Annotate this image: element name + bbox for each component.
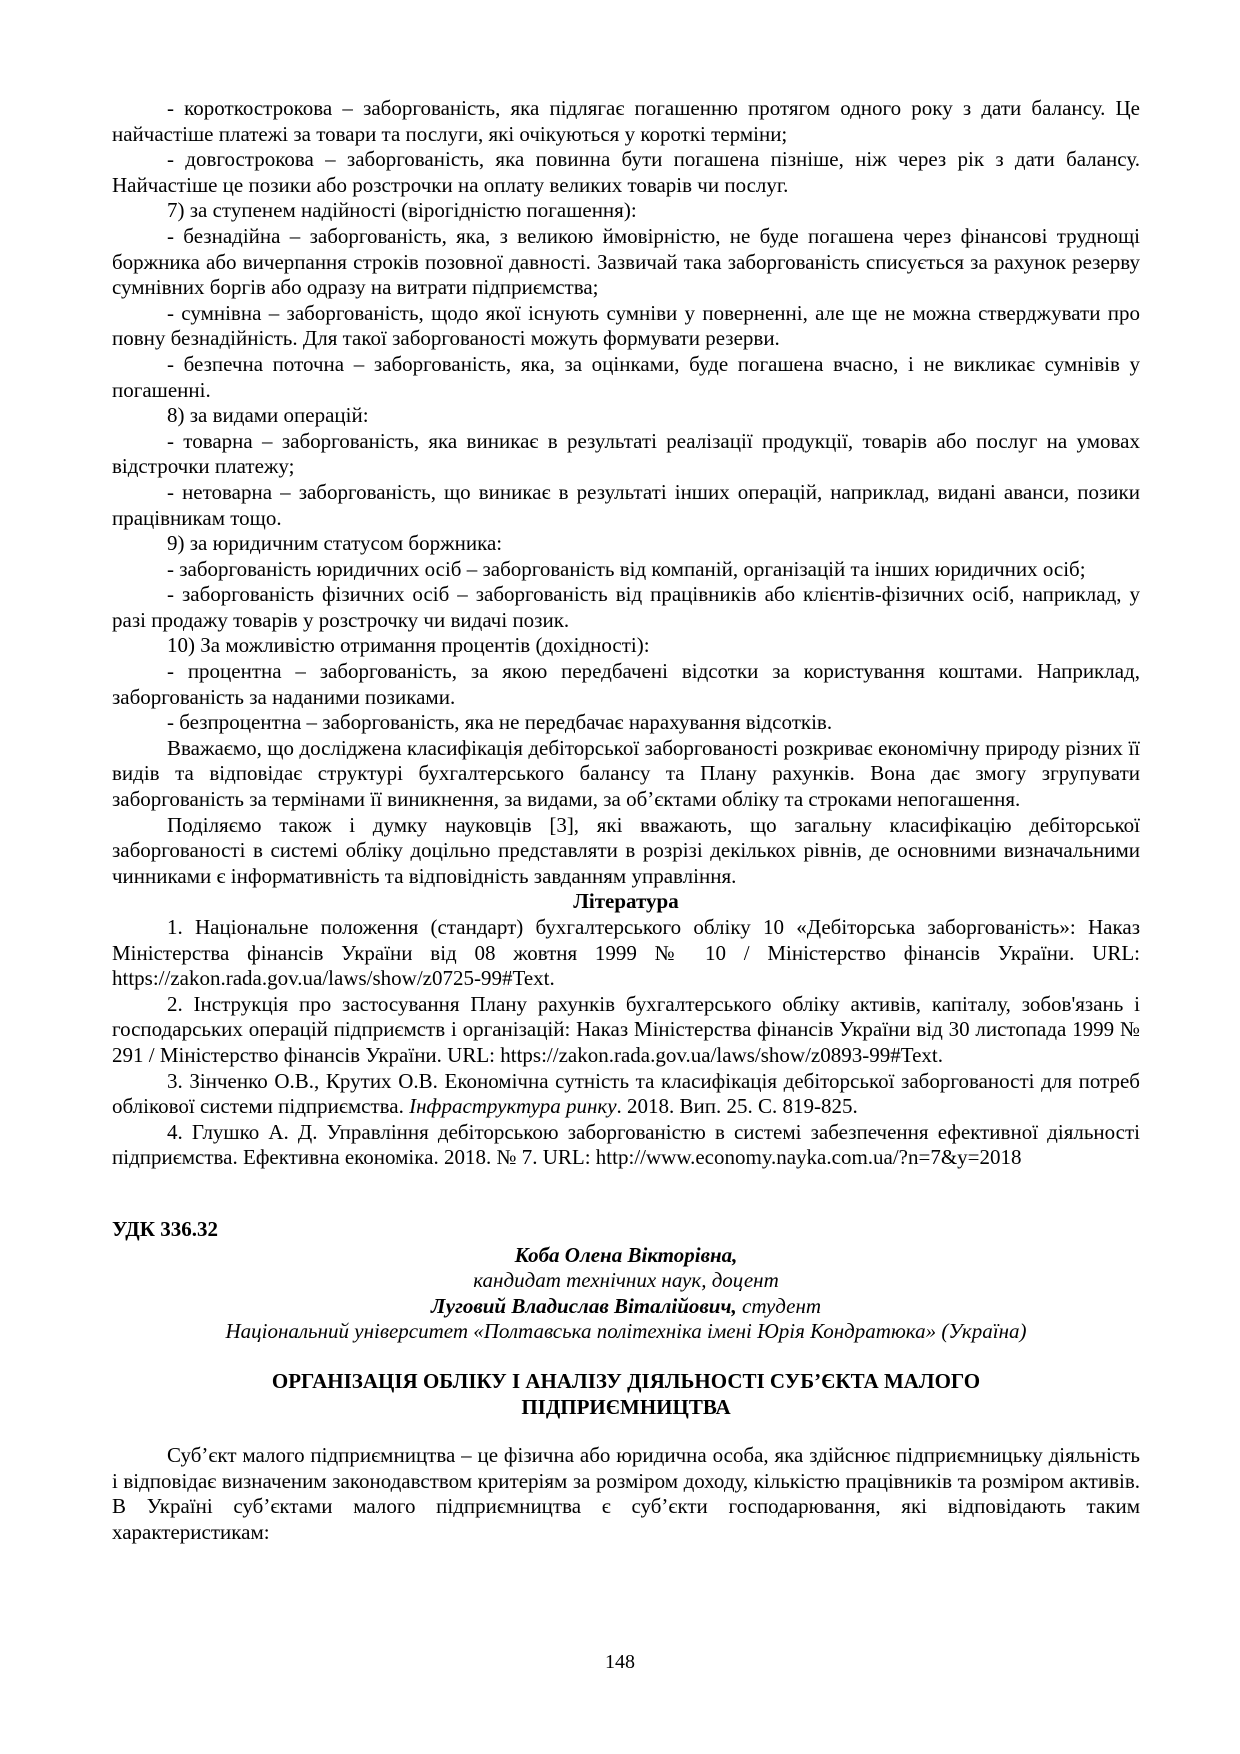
udc-code: УДК 336.32 <box>112 1216 218 1241</box>
author-2-role: студент <box>736 1293 822 1318</box>
author-2-name: Луговий Владислав Віталійович, <box>430 1293 737 1318</box>
article-title: ОРГАНІЗАЦІЯ ОБЛІКУ І АНАЛІЗУ ДІЯЛЬНОСТІ СУБ’ЄКТА МАЛОГО ПІДПРИЄМНИЦТВА <box>271 1368 981 1419</box>
reference-1: 1. Національне положення (стандарт) бухгалтерського обліку 10 «Дебіторська заборгованість»: Наказ Міністерства фінансів України від 08 жовтня 1999 № 10 / Міністерство фінансів України. URL: https://zakon.rada.gov.ua/laws/show/z0725-99#Text. <box>112 915 1140 991</box>
author-1-role: кандидат технічних наук, доцент <box>473 1268 779 1293</box>
paragraph-non-commodity: - нетоварна – заборгованість, що виникає в результаті інших операцій, наприклад, видані аванси, позики працівникам тощо. <box>112 479 1140 530</box>
literature-heading: Література <box>573 889 679 914</box>
paragraph-doubtful-debt: - сумнівна – заборгованість, щодо якої існують сумніви у поверненні, але ще не можна стверджувати про повну безнадійність. Для такої заборгованості можуть формувати резерви. <box>112 300 1140 351</box>
paragraph-item-9: 9) за юридичним статусом боржника: <box>167 531 503 556</box>
paragraph-legal-entities: - заборгованість юридичних осіб – заборгованість від компаній, організацій та інших юридичних осіб; <box>167 556 1086 581</box>
paragraph-conclusion: Вважаємо, що досліджена класифікація дебіторської заборгованості розкриває економічну природу різних її видів та відповідає структурі бухгалтерського балансу та Плану рахунків. Вона дає змогу згрупувати заборгованість за термінами її виникнення, за видами, за об’єктами обліку та строками непогашення. <box>112 735 1140 812</box>
reference-3-text: 3. Зінченко О.В., Крутих О.В. Економічна сутність та класифікація дебіторської заборгованості для потреб облікової системи підприємства. <box>112 1068 1140 1119</box>
paragraph-long-term: - довгострокова – заборгованість, яка повинна бути погашена пізніше, ніж через рік з дати балансу. Найчастіше це позики або розстрочки на оплату великих товарів чи послуг. <box>112 147 1140 197</box>
paragraph-individuals: - заборгованість фізичних осіб – заборгованість від працівників або клієнтів-фізичних осіб, наприклад, у разі продажу товарів у розстрочку чи видачі позик. <box>112 582 1140 632</box>
reference-3-tail: . 2018. Вип. 25. С. 819-825. <box>616 1094 858 1119</box>
paragraph-commodity: - товарна – заборгованість, яка виникає в результаті реалізації продукції, товарів або послуг на умовах відстрочки платежу; <box>112 428 1140 479</box>
paragraph-interest-free: - безпроцентна – заборгованість, яка не передбачає нарахування відсотків. <box>167 710 833 735</box>
author-1-name: Коба Олена Вікторівна, <box>514 1242 738 1267</box>
paragraph-bad-debt: - безнадійна – заборгованість, яка, з великою ймовірністю, не буде погашена через фінансові труднощі боржника або вичерпання строків позовної давності. Зазвичай така заборгованість списується за рахунок резерву сумнівних боргів або одразу на витрати підприємства; <box>112 223 1140 300</box>
affiliation: Національний університет «Полтавська політехніка імені Юрія Кондратюка» (Україна) <box>225 1319 1027 1344</box>
paragraph-safe-current: - безпечна поточна – заборгованість, яка, за оцінками, буде погашена вчасно, і не викликає сумнівів у погашенні. <box>112 351 1140 402</box>
paragraph-item-10: 10) За можливістю отримання процентів (дохідності): <box>167 633 650 658</box>
reference-2: 2. Інструкція про застосування Плану рахунків бухгалтерського обліку активів, капіталу, зобов'язань і господарських операцій підприємств і організацій: Наказ Міністерства фінансів України від 30 листопада 1999 № 291 / Міністерство фінансів України. URL: https://zakon.rada.gov.ua/laws/show/z0893-99#Text. <box>112 991 1140 1067</box>
paragraph-short-term: - короткострокова – заборгованість, яка підлягає погашенню протягом одного року з дати балансу. Це найчастіше платежі за товари та послуги, які очікуються у короткі терміни; <box>112 96 1140 146</box>
reference-4: 4. Глушко А. Д. Управління дебіторською заборгованістю в системі забезпечення ефективної діяльності підприємства. Ефективна економіка. 2018. № 7. URL: http://www.economy.nayka.com.ua/?n=7&y=2018 <box>112 1119 1140 1170</box>
paragraph-item-8: 8) за видами операцій: <box>167 403 369 428</box>
paragraph-item-7: 7) за ступенем надійності (вірогідністю погашення): <box>167 198 637 223</box>
paragraph-opinion: Поділяємо також і думку науковців [3], які вважають, що загальну класифікацію дебіторської заборгованості в системі обліку доцільно представляти в розрізі декількох рівнів, де основними визначальними чинниками є інформативність та відповідність завданням управління. <box>112 812 1140 888</box>
author-2-line <box>112 1294 1140 1320</box>
reference-3 <box>112 1069 1140 1120</box>
paragraph-interest-bearing: - процентна – заборгованість, за якою передбачені відсотки за користування коштами. Наприклад, заборгованість за наданими позиками. <box>112 659 1140 709</box>
reference-3-journal-title: Інфраструктура ринку <box>409 1094 617 1119</box>
page-number: 148 <box>605 1651 635 1673</box>
intro-paragraph: Суб’єкт малого підприємництва – це фізична або юридична особа, яка здійснює підприємницьку діяльність і відповідає визначеним законодавством критеріям за розміром доходу, кількістю працівників та розміром активів. В Україні суб’єктами малого підприємництва є суб’єкти господарювання, які відповідають таким характеристикам: <box>112 1443 1140 1544</box>
